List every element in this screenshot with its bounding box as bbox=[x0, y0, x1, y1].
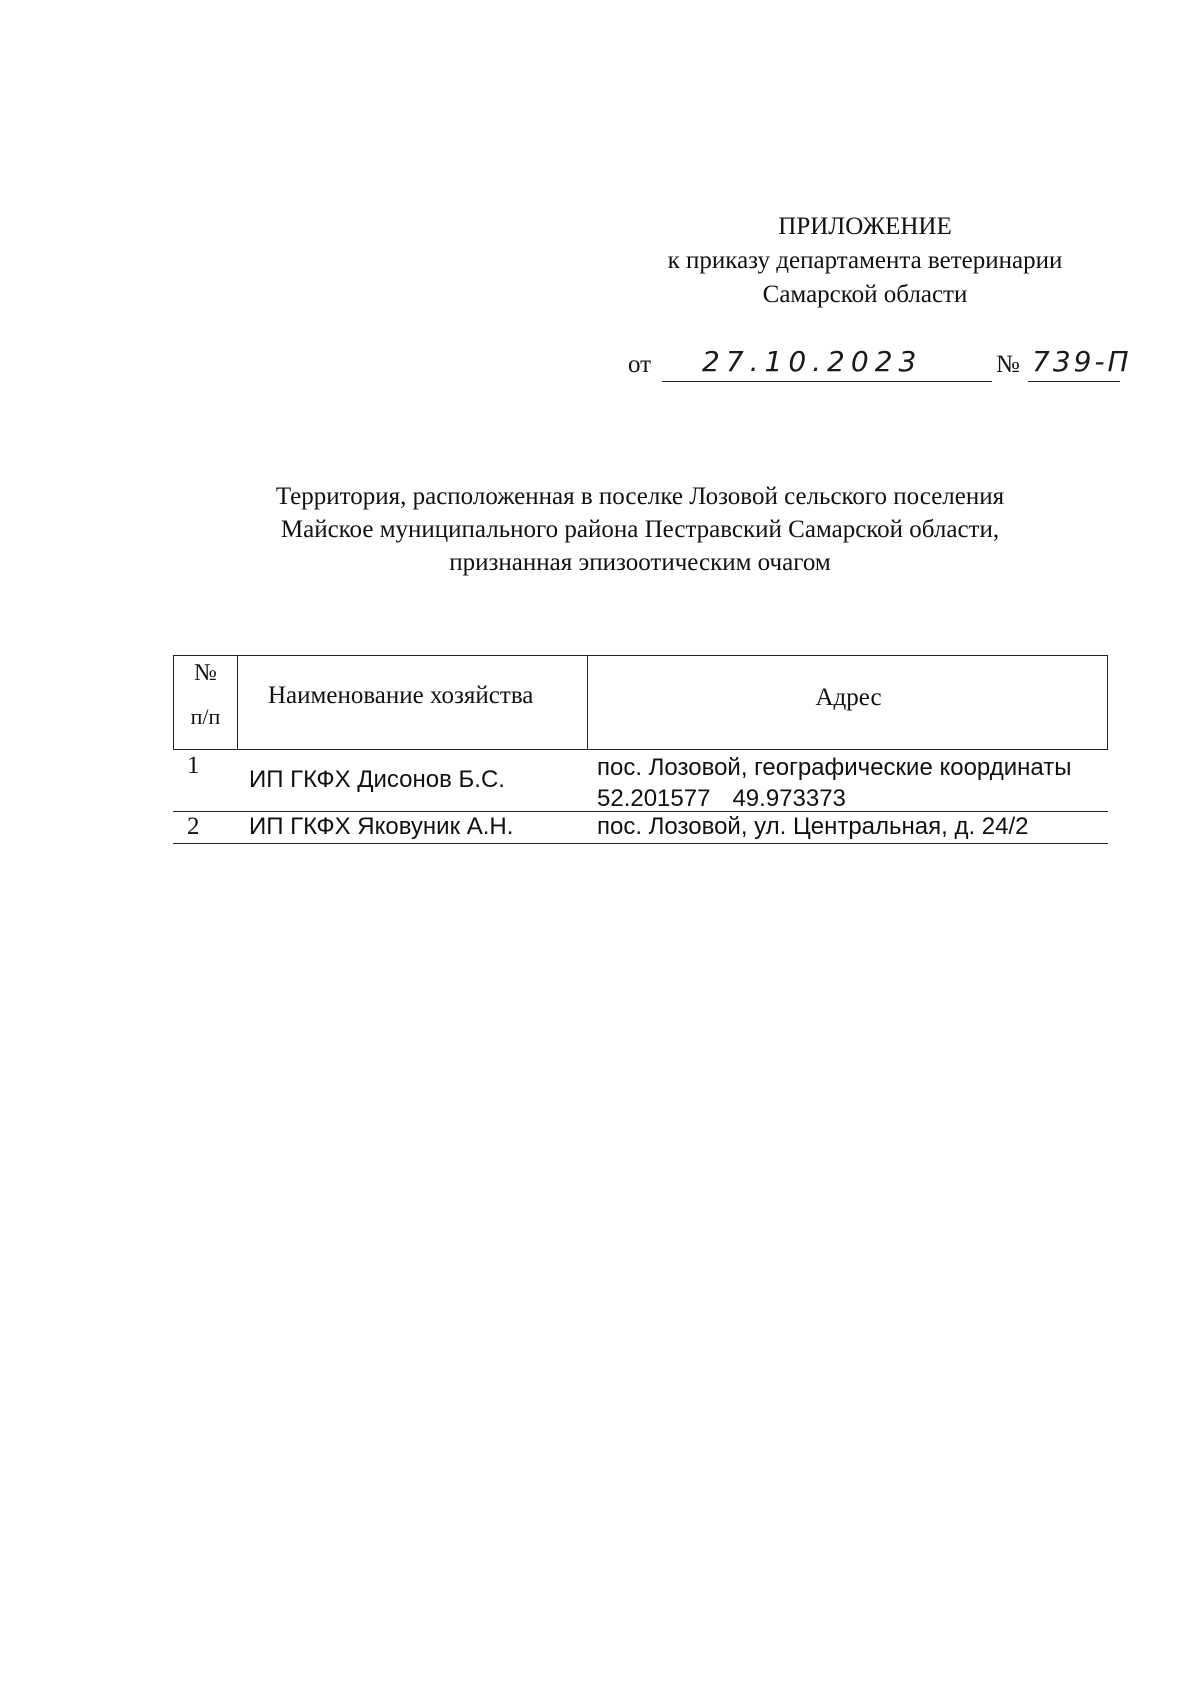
header-name-label: Наименование хозяйства bbox=[268, 682, 534, 709]
row-number: 2 bbox=[187, 813, 200, 840]
row-number: 1 bbox=[187, 752, 200, 779]
row-address bbox=[597, 752, 1071, 814]
appendix-line-order: к приказу департамента ветеринарии bbox=[667, 247, 1063, 274]
appendix-title: ПРИЛОЖЕНИЕ bbox=[778, 213, 952, 240]
title-line-1: Территория, расположенная в поселке Лозовой сельского поселения bbox=[275, 483, 1005, 510]
order-from-label: от bbox=[628, 351, 652, 378]
table-row bbox=[173, 812, 1108, 844]
row-address-coordinates bbox=[597, 783, 1071, 814]
title-line-2: Майское муниципального района Пестравский Самарской области, bbox=[280, 516, 1000, 543]
table-header-row bbox=[173, 655, 1108, 750]
order-number-label: № bbox=[996, 351, 1020, 378]
row-farm-name: ИП ГКФХ Яковуник А.Н. bbox=[249, 813, 514, 840]
order-reference bbox=[628, 343, 1132, 387]
coordinate-longitude: 49.973373 bbox=[732, 785, 846, 812]
header-cell-name bbox=[238, 656, 588, 749]
row-farm-name: ИП ГКФХ Дисонов Б.С. bbox=[249, 766, 505, 793]
order-date: 27.10.2023 bbox=[702, 345, 923, 378]
document-title bbox=[170, 480, 1110, 579]
header-number-pp: п/п bbox=[190, 704, 221, 729]
header-cell-address bbox=[588, 656, 1109, 749]
row-address-line: пос. Лозовой, географические координаты bbox=[597, 754, 1072, 781]
row-address: пос. Лозовой, ул. Центральная, д. 24/2 bbox=[597, 813, 1029, 840]
order-number: 739-П bbox=[1032, 345, 1132, 378]
header-cell-number bbox=[174, 656, 238, 749]
appendix-line-region: Самарской области bbox=[762, 281, 968, 308]
appendix-header bbox=[620, 210, 1110, 312]
table-row bbox=[173, 750, 1108, 812]
header-address-label: Адрес bbox=[815, 684, 882, 711]
title-line-3: признанная эпизоотическим очагом bbox=[449, 549, 831, 576]
order-number-field bbox=[1028, 343, 1132, 382]
coordinate-latitude: 52.201577 bbox=[597, 785, 711, 812]
order-date-field bbox=[662, 343, 992, 382]
header-number-sign: № bbox=[194, 660, 217, 686]
farms-table bbox=[173, 655, 1108, 844]
